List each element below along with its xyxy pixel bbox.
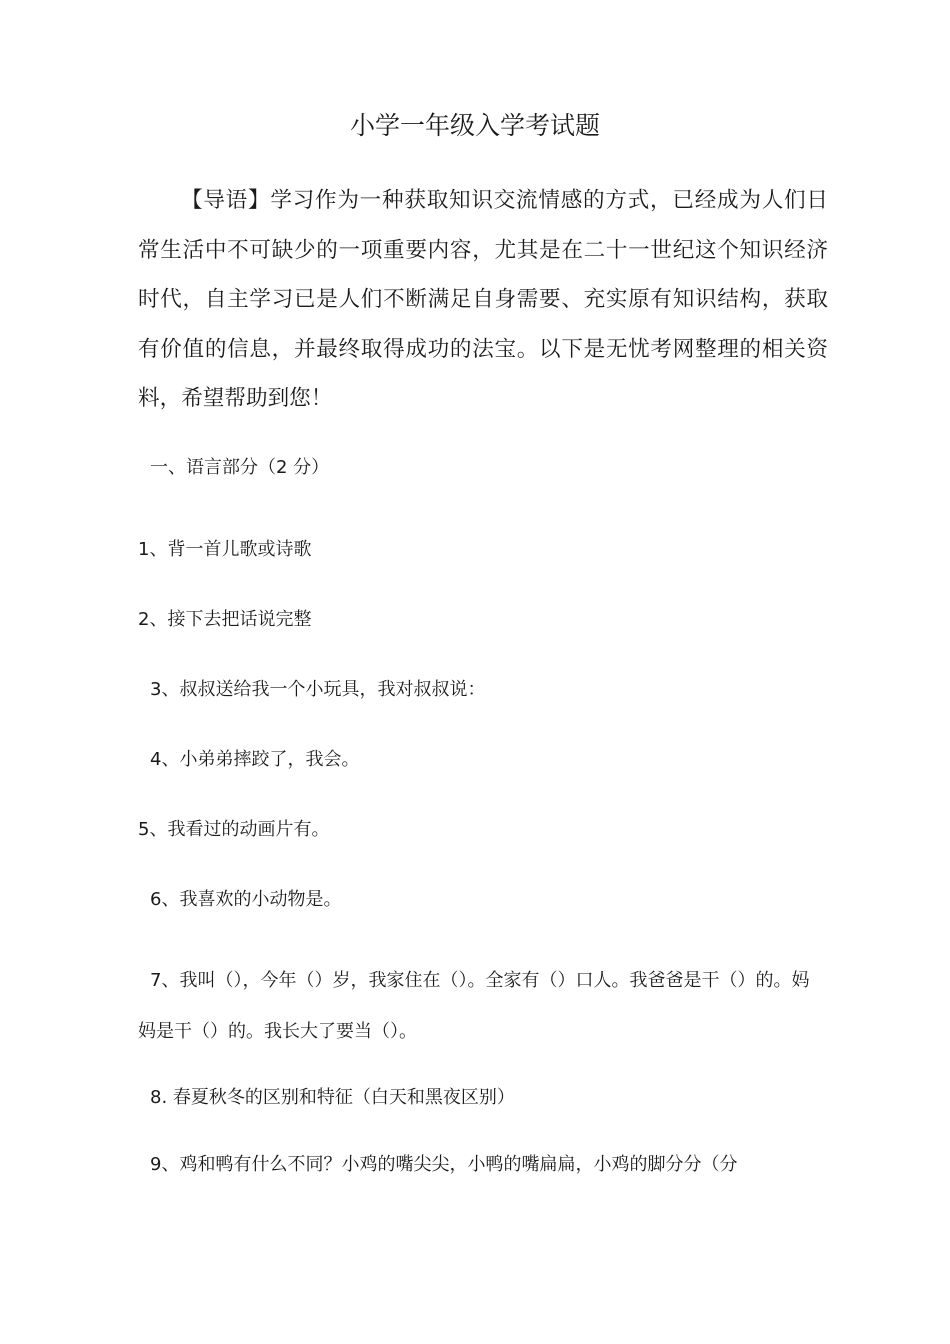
section-heading-language: 一、语言部分（2 分）: [150, 457, 330, 478]
question-6: 6、我喜欢的小动物是。: [150, 889, 342, 910]
question-5: 5、我看过的动画片有。: [138, 819, 330, 840]
question-7: 7、我叫（），今年（）岁，我家住在（）。全家有（）口人。我爸爸是干（）的。妈妈是干（）的。我长大了要当（）。: [138, 970, 810, 1042]
question-8: 8. 春夏秋冬的区别和特征（白天和黑夜区别）: [150, 1087, 515, 1108]
question-9: 9、鸡和鸭有什么不同？小鸡的嘴尖尖，小鸭的嘴扁扁，小鸡的脚分分（分: [150, 1154, 738, 1175]
question-1: 1、背一首儿歌或诗歌: [138, 539, 312, 560]
question-2: 2、接下去把话说完整: [138, 609, 312, 630]
question-3: 3、叔叔送给我一个小玩具，我对叔叔说：: [150, 679, 486, 700]
document-title: 小学一年级入学考试题: [349, 111, 600, 140]
intro-paragraph: 【导语】学习作为一种获取知识交流情感的方式，已经成为人们日常生活中不可缺少的一项重要内容，尤其是在二十一世纪这个知识经济时代，自主学习已是人们不断满足自身需要、充实原有知识结构，获取有价值的信息，并最终取得成功的法宝。以下是无忧考网整理的相关资料，希望帮助到您！: [138, 188, 828, 411]
question-4: 4、小弟弟摔跤了，我会。: [150, 749, 360, 770]
